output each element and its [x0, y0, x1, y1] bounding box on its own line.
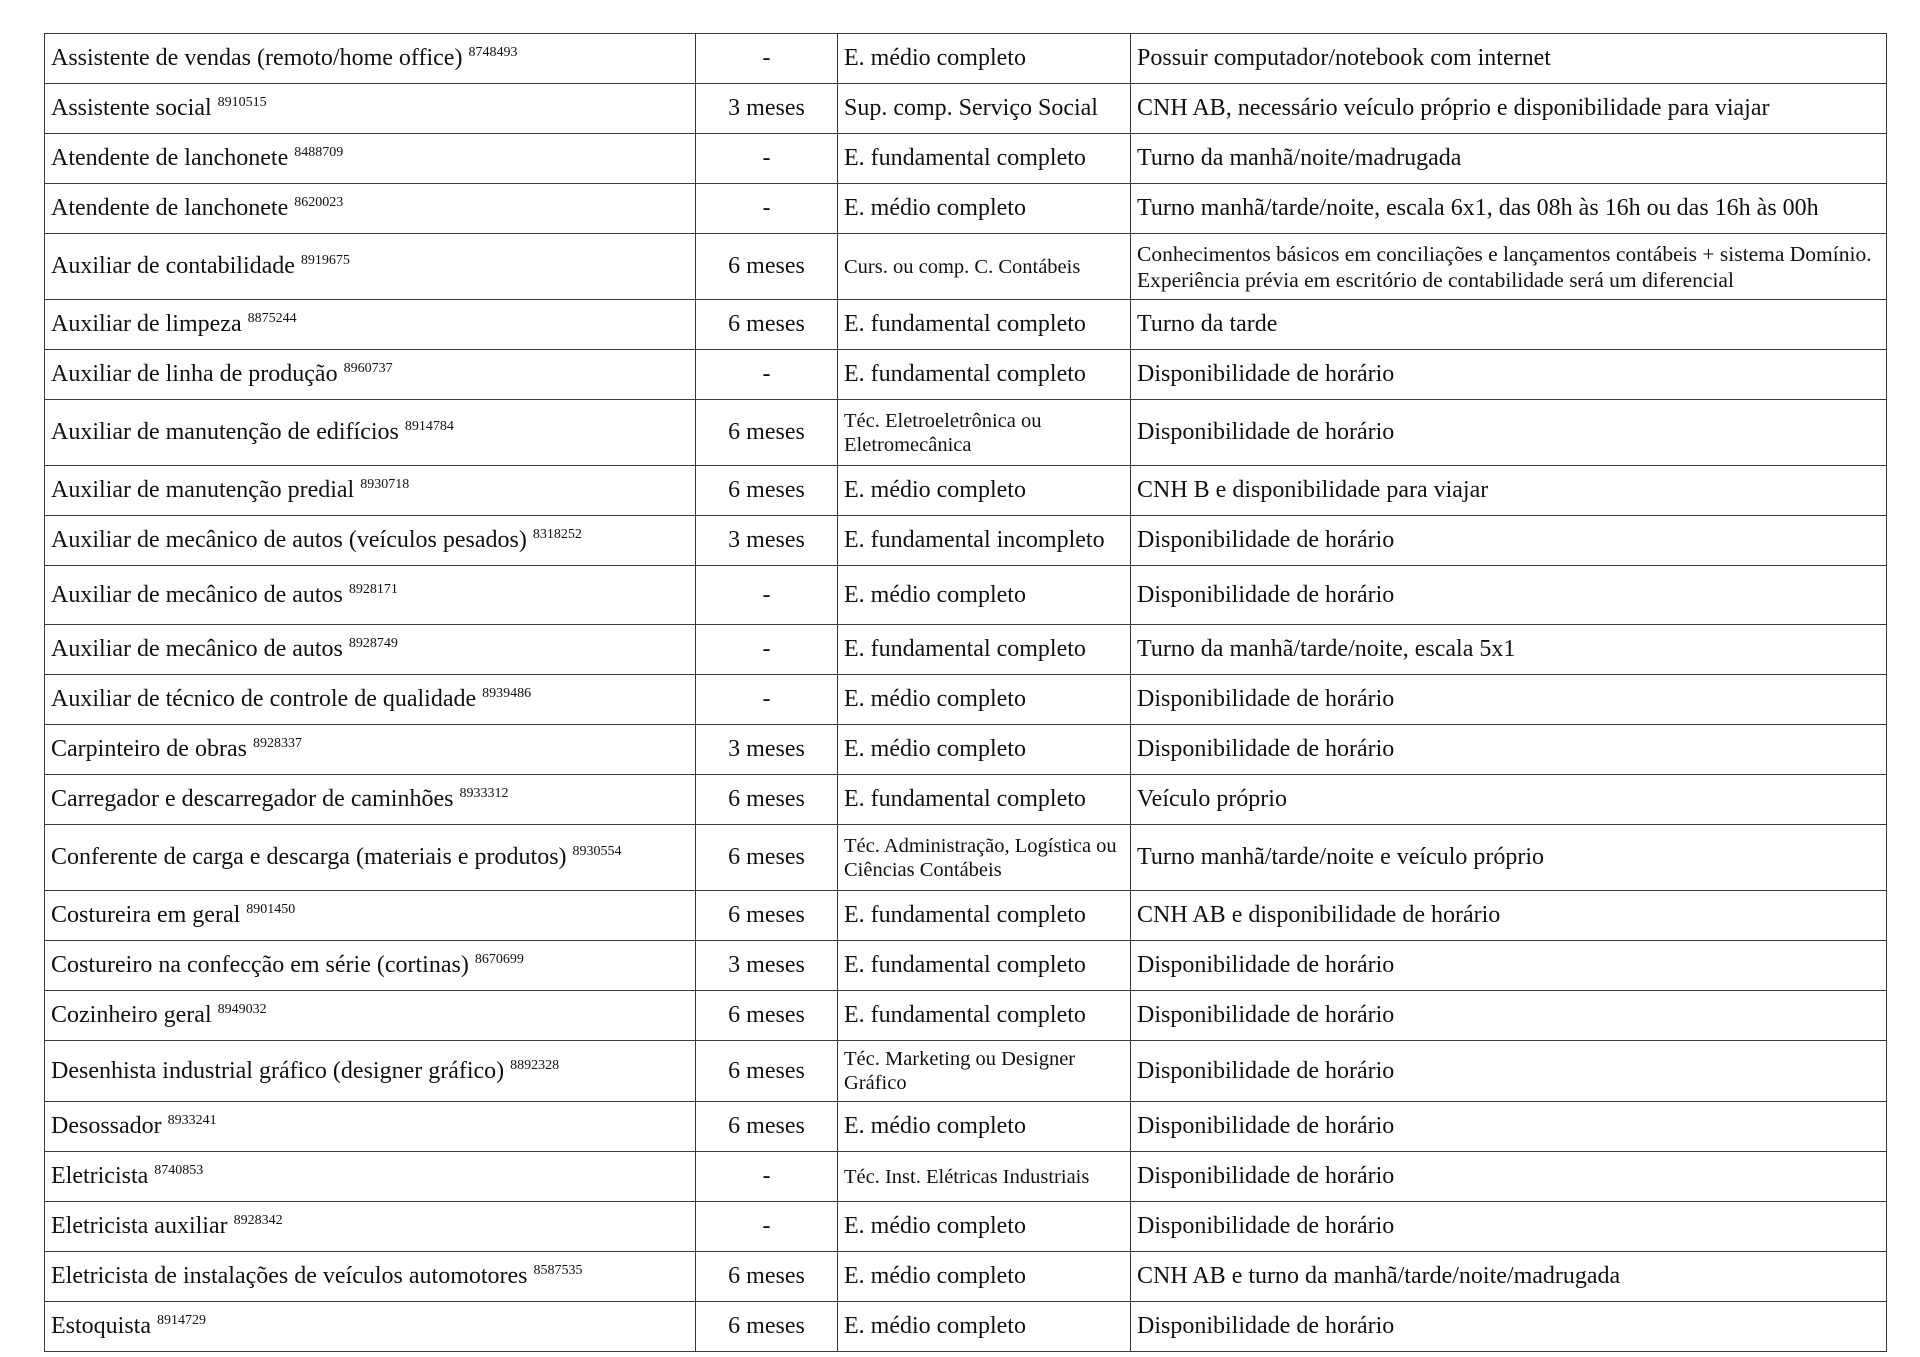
job-title-cell [45, 675, 696, 725]
requirements-cell: Turno da manhã/tarde/noite, escala 5x1 [1131, 625, 1887, 675]
experience-cell: - [696, 625, 838, 675]
table-row [45, 566, 1887, 625]
table-row [45, 134, 1887, 184]
job-title-cell [45, 184, 696, 234]
experience-cell: - [696, 566, 838, 625]
job-title-cell [45, 516, 696, 566]
education-cell: E. médio completo [838, 566, 1131, 625]
requirements-cell: Disponibilidade de horário [1131, 400, 1887, 466]
education-cell: E. fundamental completo [838, 891, 1131, 941]
table-row [45, 84, 1887, 134]
experience-cell: 3 meses [696, 725, 838, 775]
job-code: 8933312 [459, 786, 509, 801]
experience-cell: 6 meses [696, 300, 838, 350]
job-title: Costureira em geral [51, 902, 241, 928]
job-title: Assistente social [51, 95, 212, 121]
job-listings-table [44, 33, 1887, 1352]
table-row [45, 184, 1887, 234]
job-title-cell [45, 566, 696, 625]
job-title: Auxiliar de mecânico de autos (veículos pesados) [51, 527, 527, 553]
table-row [45, 1302, 1887, 1352]
experience-cell: 6 meses [696, 1302, 838, 1352]
requirements-cell: CNH AB e turno da manhã/tarde/noite/madrugada [1131, 1252, 1887, 1302]
education-cell: E. fundamental completo [838, 300, 1131, 350]
job-code: 8928337 [252, 736, 302, 751]
education-cell: E. médio completo [838, 1252, 1131, 1302]
education-cell: Téc. Eletroeletrônica ou Eletromecânica [838, 400, 1131, 466]
job-title: Auxiliar de manutenção predial [51, 477, 355, 503]
education-cell: Téc. Inst. Elétricas Industriais [838, 1152, 1131, 1202]
job-title-cell [45, 134, 696, 184]
job-code: 8740853 [154, 1163, 204, 1178]
job-title: Atendente de lanchonete [51, 195, 289, 221]
table-row [45, 350, 1887, 400]
job-title-cell [45, 775, 696, 825]
experience-cell: - [696, 134, 838, 184]
requirements-cell: Disponibilidade de horário [1131, 350, 1887, 400]
job-title-cell [45, 350, 696, 400]
education-cell: E. médio completo [838, 725, 1131, 775]
job-title-cell [45, 300, 696, 350]
job-code: 8748493 [468, 45, 518, 60]
table-row [45, 1041, 1887, 1102]
job-title: Carpinteiro de obras [51, 736, 247, 762]
job-title: Atendente de lanchonete [51, 145, 289, 171]
job-title: Auxiliar de limpeza [51, 311, 242, 337]
table-row [45, 725, 1887, 775]
job-title-cell [45, 466, 696, 516]
table-row [45, 775, 1887, 825]
job-code: 8587535 [533, 1263, 583, 1278]
table-row [45, 1202, 1887, 1252]
requirements-cell: Disponibilidade de horário [1131, 1202, 1887, 1252]
table-row [45, 625, 1887, 675]
education-cell: E. fundamental completo [838, 941, 1131, 991]
job-title: Auxiliar de manutenção de edifícios [51, 419, 399, 445]
requirements-cell: Disponibilidade de horário [1131, 725, 1887, 775]
table-row [45, 234, 1887, 300]
requirements-cell: Disponibilidade de horário [1131, 1041, 1887, 1102]
requirements-cell: CNH AB, necessário veículo próprio e disponibilidade para viajar [1131, 84, 1887, 134]
job-title-cell [45, 400, 696, 466]
education-cell: E. fundamental incompleto [838, 516, 1131, 566]
job-title: Cozinheiro geral [51, 1002, 212, 1028]
job-title-cell [45, 725, 696, 775]
experience-cell: - [696, 34, 838, 84]
job-code: 8488709 [294, 145, 344, 160]
experience-cell: 6 meses [696, 234, 838, 300]
job-code: 8892328 [510, 1057, 560, 1073]
requirements-cell: Disponibilidade de horário [1131, 675, 1887, 725]
job-title-cell [45, 1302, 696, 1352]
requirements-cell: Disponibilidade de horário [1131, 941, 1887, 991]
table-row [45, 991, 1887, 1041]
job-title-cell [45, 34, 696, 84]
job-code: 8930718 [360, 477, 410, 492]
job-title: Desenhista industrial gráfico (designer gráfico) [51, 1057, 505, 1084]
job-code: 8939486 [482, 686, 532, 701]
table-row [45, 1102, 1887, 1152]
experience-cell: 3 meses [696, 941, 838, 991]
experience-cell: 6 meses [696, 775, 838, 825]
job-title-cell [45, 84, 696, 134]
experience-cell: - [696, 1202, 838, 1252]
table-row [45, 466, 1887, 516]
job-title-cell [45, 234, 696, 300]
job-title-cell [45, 1152, 696, 1202]
job-title-cell [45, 891, 696, 941]
job-code: 8930554 [572, 844, 622, 859]
job-title-cell [45, 991, 696, 1041]
job-title: Carregador e descarregador de caminhões [51, 786, 454, 812]
requirements-cell: Veículo próprio [1131, 775, 1887, 825]
requirements-cell: Disponibilidade de horário [1131, 991, 1887, 1041]
job-title: Estoquista [51, 1313, 151, 1339]
job-code: 8928342 [233, 1213, 283, 1228]
job-code: 8919675 [300, 253, 350, 268]
job-title: Conferente de carga e descarga (materiais e produtos) [51, 844, 567, 870]
education-cell: E. médio completo [838, 34, 1131, 84]
job-title-cell [45, 625, 696, 675]
requirements-cell: CNH AB e disponibilidade de horário [1131, 891, 1887, 941]
job-code: 8949032 [217, 1002, 267, 1017]
education-cell: E. médio completo [838, 675, 1131, 725]
experience-cell: - [696, 675, 838, 725]
experience-cell: 6 meses [696, 891, 838, 941]
table-row [45, 825, 1887, 891]
education-cell: E. fundamental completo [838, 775, 1131, 825]
experience-cell: 6 meses [696, 825, 838, 891]
job-title-cell [45, 825, 696, 891]
job-code: 8910515 [217, 95, 267, 110]
job-title: Eletricista [51, 1163, 149, 1189]
table-row [45, 516, 1887, 566]
job-code: 8960737 [343, 361, 393, 376]
experience-cell: 6 meses [696, 400, 838, 466]
education-cell: E. fundamental completo [838, 625, 1131, 675]
experience-cell: - [696, 350, 838, 400]
education-cell: Curs. ou comp. C. Contábeis [838, 234, 1131, 300]
job-code: 8928171 [348, 581, 398, 597]
education-cell: E. médio completo [838, 1102, 1131, 1152]
requirements-cell: Disponibilidade de horário [1131, 516, 1887, 566]
job-code: 8318252 [532, 527, 582, 542]
job-title: Auxiliar de contabilidade [51, 253, 295, 279]
job-title: Eletricista de instalações de veículos automotores [51, 1263, 528, 1289]
job-title: Auxiliar de mecânico de autos [51, 581, 343, 608]
requirements-cell: Possuir computador/notebook com internet [1131, 34, 1887, 84]
requirements-cell: Turno manhã/tarde/noite, escala 6x1, das 08h às 16h ou das 16h às 00h [1131, 184, 1887, 234]
education-cell: E. fundamental completo [838, 991, 1131, 1041]
job-title-cell [45, 1102, 696, 1152]
table-row [45, 400, 1887, 466]
requirements-cell: Turno manhã/tarde/noite e veículo próprio [1131, 825, 1887, 891]
requirements-cell: Disponibilidade de horário [1131, 1302, 1887, 1352]
job-title: Auxiliar de mecânico de autos [51, 636, 343, 662]
job-code: 8901450 [246, 902, 296, 917]
education-cell: E. médio completo [838, 1302, 1131, 1352]
table-row [45, 941, 1887, 991]
experience-cell: 6 meses [696, 1102, 838, 1152]
experience-cell: 3 meses [696, 516, 838, 566]
table-row [45, 300, 1887, 350]
education-cell: Téc. Marketing ou Designer Gráfico [838, 1041, 1131, 1102]
requirements-cell: Turno da tarde [1131, 300, 1887, 350]
job-title-cell [45, 941, 696, 991]
job-title: Desossador [51, 1113, 162, 1139]
job-code: 8875244 [247, 311, 297, 326]
job-title: Eletricista auxiliar [51, 1213, 228, 1239]
experience-cell: - [696, 184, 838, 234]
table-row [45, 34, 1887, 84]
table-row [45, 675, 1887, 725]
education-cell: E. médio completo [838, 466, 1131, 516]
requirements-cell: Turno da manhã/noite/madrugada [1131, 134, 1887, 184]
experience-cell: 6 meses [696, 1252, 838, 1302]
table-row [45, 891, 1887, 941]
experience-cell: 6 meses [696, 1041, 838, 1102]
education-cell: Sup. comp. Serviço Social [838, 84, 1131, 134]
experience-cell: - [696, 1152, 838, 1202]
experience-cell: 6 meses [696, 466, 838, 516]
education-cell: E. fundamental completo [838, 134, 1131, 184]
job-code: 8620023 [294, 195, 344, 210]
education-cell: E. médio completo [838, 184, 1131, 234]
table-row [45, 1152, 1887, 1202]
education-cell: E. médio completo [838, 1202, 1131, 1252]
job-title-cell [45, 1202, 696, 1252]
job-code: 8670699 [474, 952, 524, 967]
job-title-cell [45, 1041, 696, 1102]
requirements-cell: Disponibilidade de horário [1131, 1152, 1887, 1202]
education-cell: E. fundamental completo [838, 350, 1131, 400]
requirements-cell: Disponibilidade de horário [1131, 1102, 1887, 1152]
experience-cell: 3 meses [696, 84, 838, 134]
experience-cell: 6 meses [696, 991, 838, 1041]
job-code: 8914784 [404, 419, 454, 434]
job-code: 8928749 [348, 636, 398, 651]
job-title-cell [45, 1252, 696, 1302]
job-title: Auxiliar de linha de produção [51, 361, 338, 387]
job-title: Costureiro na confecção em série (cortinas) [51, 952, 469, 978]
job-title: Assistente de vendas (remoto/home office) [51, 45, 463, 71]
education-cell: Téc. Administração, Logística ou Ciências Contábeis [838, 825, 1131, 891]
table-row [45, 1252, 1887, 1302]
job-title: Auxiliar de técnico de controle de qualidade [51, 686, 477, 712]
requirements-cell: Disponibilidade de horário [1131, 566, 1887, 625]
job-code: 8933241 [167, 1113, 217, 1128]
requirements-cell: Conhecimentos básicos em conciliações e lançamentos contábeis + sistema Domínio. Experiência prévia em escritório de contabilidade será um diferencial [1131, 234, 1887, 300]
requirements-cell: CNH B e disponibilidade para viajar [1131, 466, 1887, 516]
job-code: 8914729 [157, 1313, 206, 1328]
